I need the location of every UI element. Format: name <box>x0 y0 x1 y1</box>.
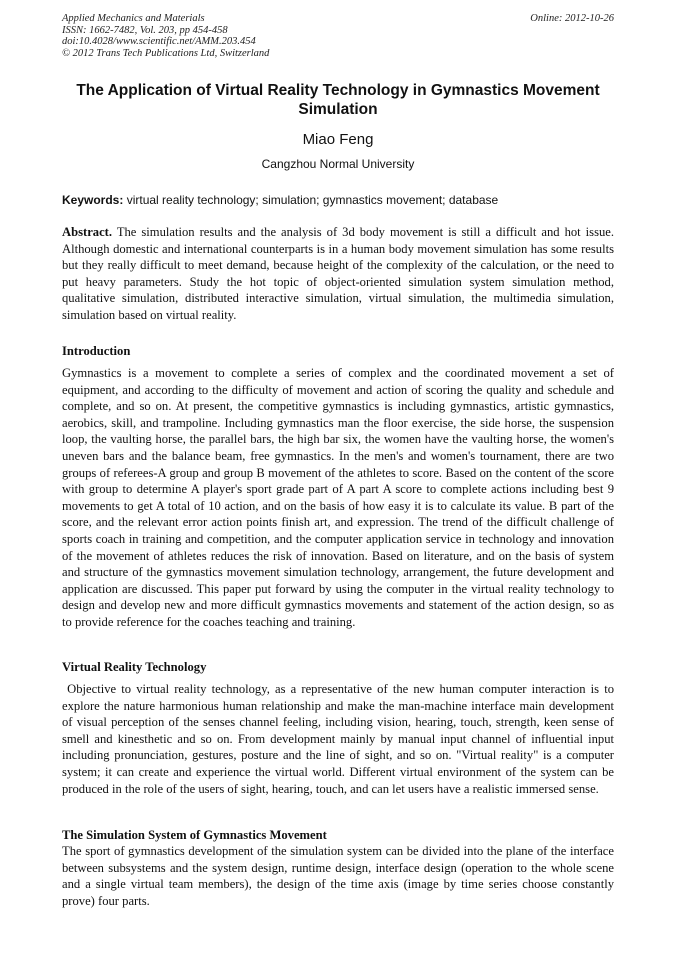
journal-header <box>62 13 614 59</box>
online-date: Online: 2012-10-26 <box>530 13 614 24</box>
section-heading-introduction: Introduction <box>62 344 131 358</box>
section-heading-simulation-system: The Simulation System of Gymnastics Movement <box>62 828 327 842</box>
keywords <box>62 193 614 207</box>
abstract <box>62 224 614 324</box>
journal-name: Applied Mechanics and Materials <box>62 13 205 24</box>
section-text-introduction: Gymnastics is a movement to complete a series of complex and the coordinated movement a set of equipment, and according to the difficulty of movement and action of scoring the quality and schedule and complete, and so on. At present, the competitive gymnastics is including gymnastics, artistic gymnastics, aerobics, skill, and trampoline. Including gymnastics man the floor exercise, the side horse, the suspension loop, the vaulting horse, the parallel bars, the high bar six, the women have the vaulting horse, the women's uneven bars and the balance beam, free gymnastics. In the men's and women's tournament, there are two groups of referees-A group and group B movement of the athletes to score. Based on the content of the score with group to determine A player's sport grade part of A part A score to complete actions including best 9 movements to get A total of 10 action, and on the basis of how easy it is to calculate its value. B part of the score, and the relevant error action points finish art, and expression. The trend of the difficult challenge of sports coach in training and competition, and the computer application service in technology and innovation of the movement of athletes reduces the risk of innovation. Based on literature, and on the basis of system and structure of the gymnastics movement simulation technology, arrangement, the future development and application are discussed. This paper put forward by using the computer in the virtual reality technology to design and develop new and more difficult gymnastics movements and statement of the action design, so as to provide reference for the coaches teaching and training. <box>62 366 614 629</box>
author-affiliation: Cangzhou Normal University <box>261 157 415 171</box>
paper-title: The Application of Virtual Reality Technology in Gymnastics Movement Simulation <box>76 82 600 118</box>
keywords-text: virtual reality technology; simulation; gymnastics movement; database <box>126 193 499 207</box>
keywords-label: Keywords: <box>62 193 124 207</box>
section-text-simulation-system: The sport of gymnastics development of the simulation system can be divided into the plane of the interface between subsystems and the system design, runtime design, interface design (operation to the whole scene and a single virtual team members), the design of the time axis (image by time series choose constantly prove) four parts. <box>62 844 614 908</box>
doi-line[interactable]: doi:10.4028/www.scientific.net/AMM.203.454 <box>62 36 256 48</box>
section-heading-virtual-reality: Virtual Reality Technology <box>62 660 207 674</box>
copyright-line: © 2012 Trans Tech Publications Ltd, Switzerland <box>62 47 270 59</box>
issn-line: ISSN: 1662-7482, Vol. 203, pp 454-458 <box>62 24 228 36</box>
author-name: Miao Feng <box>302 131 374 148</box>
abstract-text: The simulation results and the analysis of 3d body movement is still a difficult and hot issue. Although domestic and international counterparts is in a human body movement simulation has some results but they really difficult to meet demand, because height of the complexity of the calculation, or the need to put heavy parameters. Study the hot topic of object-oriented simulation system simulation method, qualitative simulation, distributed interactive simulation, virtual simulation, the multimedia simulation, simulation based on virtual reality. <box>62 225 615 322</box>
abstract-label: Abstract. <box>62 225 113 239</box>
section-text-virtual-reality: Objective to virtual reality technology, as a representative of the new human computer interaction is to explore the nature harmonious human relationship and make the man-machine interface main development of visual perception of the senses channel feeling, including vision, hearing, touch, strength, keen sense of smell and kinesthetic and so on. From development mainly by manual input channel of influential input including pronunciation, gestures, posture and the line of sight, and so on. "Virtual reality" is a computer system; it can create and experience the virtual world. Different virtual environment of the system can be produced in the role of the users of sight, hearing, touch, and can let users have a realistic immersed sense. <box>62 682 618 796</box>
